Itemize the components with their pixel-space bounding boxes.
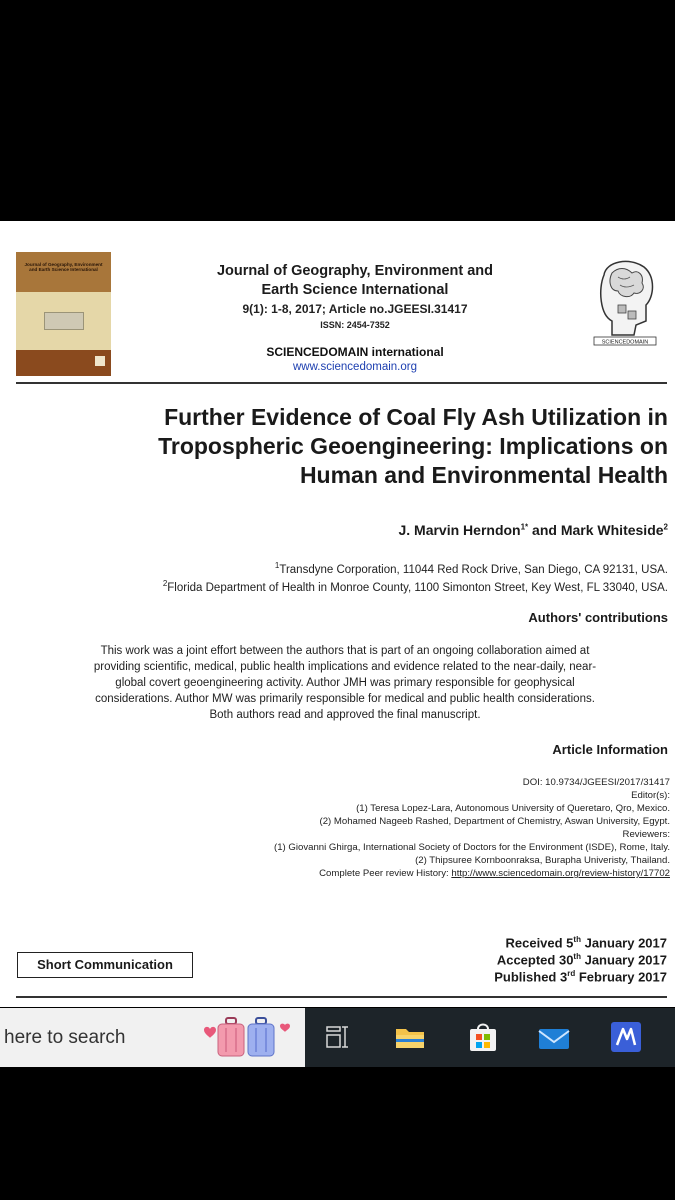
task-view-icon[interactable] bbox=[321, 1020, 355, 1054]
doi: DOI: 10.9734/JGEESI/2017/31417 bbox=[522, 777, 670, 788]
contributions-line5: Both authors read and approved the final manuscript. bbox=[209, 709, 481, 721]
footer-divider bbox=[16, 996, 667, 998]
affiliation-1: $^1$Transdyne Corporation, 11044 Red Rock Drive, San Diego, CA 92131, USA. bbox=[274, 561, 668, 576]
contributions-line1: This work was a joint effort between the authors that is part of an ongoing collaboration aimed at bbox=[100, 645, 590, 657]
publisher-name: SCIENCEDOMAIN international bbox=[266, 345, 444, 359]
published-date: Published 3rd February 2017 bbox=[494, 969, 667, 985]
contributions-heading: Authors' contributions bbox=[528, 610, 668, 625]
reviewer-1: (1) Giovanni Ghirga, International Society of Doctors for the Environment (ISDE), Rome, Italy. bbox=[274, 842, 670, 853]
journal-cover-thumbnail bbox=[16, 252, 111, 376]
contributions-line2: providing scientific, medical, public health implications and evidence related to the near-daily, near- bbox=[93, 661, 597, 673]
editor-2: (2) Mohamed Nageeb Rashed, Department of Chemistry, Aswan University, Egypt. bbox=[319, 816, 670, 827]
accepted-date: Accepted 30th January 2017 bbox=[496, 952, 667, 968]
journal-title-line2: Earth Science International bbox=[261, 282, 449, 298]
file-explorer-icon[interactable] bbox=[393, 1020, 427, 1054]
mail-icon[interactable] bbox=[537, 1020, 571, 1054]
reviewers-label: Reviewers: bbox=[622, 829, 670, 840]
app-icon[interactable] bbox=[609, 1020, 643, 1054]
affiliation-2: $^2$Florida Department of Health in Monroe County, 1100 Simonton Street, Key West, FL 33040, USA. bbox=[162, 579, 668, 594]
review-history: Complete Peer review History: http://www.sciencedomain.org/review-history/17702 bbox=[319, 868, 670, 879]
journal-citation: 9(1): 1-8, 2017; Article no.JGEESI.31417 bbox=[242, 302, 468, 316]
article-info-heading: Article Information bbox=[552, 742, 668, 757]
author-2: Mark Whiteside bbox=[560, 522, 664, 538]
editors-label: Editor(s): bbox=[631, 790, 670, 801]
luggage-search-highlight-icon[interactable] bbox=[200, 1016, 300, 1060]
sciencedomain-logo bbox=[590, 255, 660, 347]
paper-title-line2: Tropospheric Geoengineering: Implications on bbox=[158, 433, 668, 459]
review-history-link[interactable]: http://www.sciencedomain.org/review-history/17702 bbox=[451, 868, 670, 879]
editor-1: (1) Teresa Lopez-Lara, Autonomous University of Queretaro, Qro, Mexico. bbox=[356, 803, 670, 814]
journal-issn: ISSN: 2454-7352 bbox=[320, 320, 390, 330]
journal-title-line1: Journal of Geography, Environment and bbox=[216, 263, 494, 279]
header-divider bbox=[16, 382, 667, 384]
paper-title-line1: Further Evidence of Coal Fly Ash Utilization in bbox=[164, 404, 668, 430]
author-1: J. Marvin Herndon bbox=[398, 522, 521, 538]
pdf-page bbox=[0, 221, 675, 1007]
logo-label: SCIENCEDOMAIN bbox=[601, 339, 649, 346]
taskbar-search-box[interactable] bbox=[0, 1008, 305, 1067]
article-type-box: Short Communication bbox=[17, 952, 193, 978]
paper-title-line3: Human and Environmental Health bbox=[299, 462, 668, 488]
windows-taskbar bbox=[0, 1008, 675, 1067]
authors-line: J. Marvin Herndon$^{1*}$ and Mark Whiteside$^2$ bbox=[398, 522, 668, 538]
received-date: Received 5th January 2017 bbox=[505, 935, 667, 951]
cover-title: Journal of Geography, Environment and Earth Science International bbox=[24, 262, 103, 272]
contributions-line3: global covert geoengineering activity. Author JMH was primary responsible for geophysical bbox=[115, 677, 575, 689]
microsoft-store-icon[interactable] bbox=[466, 1020, 500, 1054]
publisher-url[interactable]: www.sciencedomain.org bbox=[292, 361, 417, 373]
contributions-line4: considerations. Author MW was primarily responsible for medical and public health considerations. bbox=[95, 693, 595, 705]
reviewer-2: (2) Thipsuree Kornboonraksa, Burapha Univeristy, Thailand. bbox=[415, 855, 670, 866]
search-placeholder[interactable]: here to search bbox=[4, 1027, 126, 1048]
